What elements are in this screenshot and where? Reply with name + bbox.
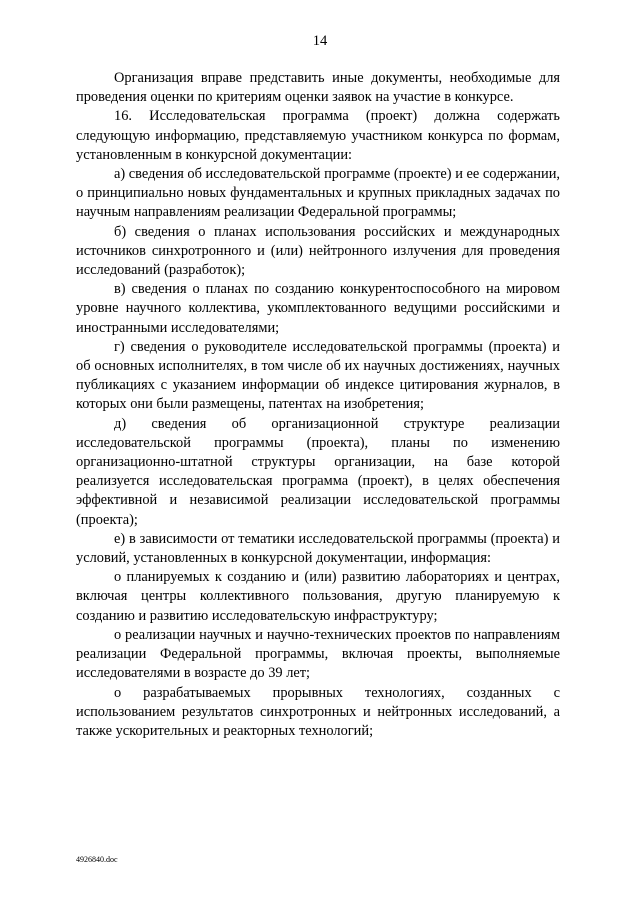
paragraph-item-b: б) сведения о планах использования российских и международных источников синхротронного и (или) нейтронного излучения для проведения исследований (разработок);: [76, 223, 560, 279]
document-body: [76, 69, 560, 741]
paragraph-sub-labs: о планируемых к созданию и (или) развитию лабораториях и центрах, включая центры коллективного пользования, другую планируемую к созданию и развитию исследовательскую инфраструктуру;: [76, 569, 560, 624]
paragraph-item-d: д) сведения об организационной структуре реализации исследовательской программы (проекта), планы по изменению организационно-штатной структуры организации, на базе которой реализуется исследовательская программа (проект), в целях обеспечения эффективной и независимой реализации исследовательской программы (проекта);: [76, 415, 560, 528]
paragraph-item-e: е) в зависимости от тематики исследовательской программы (проекта) и условий, установленных в конкурсной документации, информация:: [76, 530, 560, 567]
paragraph-sub-technologies: о разрабатываемых прорывных технологиях, созданных с использованием результатов синхротронных и нейтронных исследований, а также ускорительных и реакторных технологий;: [76, 684, 560, 739]
paragraph-intro: Организация вправе представить иные документы, необходимые для проведения оценки по критериям оценки заявок на участие в конкурсе.: [76, 70, 560, 106]
paragraph-item-16: 16. Исследовательская программа (проект) должна содержать следующую информацию, представляемую участником конкурса по формам, установленным в конкурсной документации:: [76, 108, 560, 163]
page-number: 14: [312, 33, 328, 49]
paragraph-sub-projects: о реализации научных и научно-технических проектов по направлениям реализации Федеральной программы, включая проекты, выполняемые исследователями в возрасте до 39 лет;: [76, 626, 560, 682]
footer-filename: 4926840.doc: [76, 855, 118, 864]
paragraph-item-v: в) сведения о планах по созданию конкурентоспособного на мировом уровне научного коллектива, укомплектованного ведущими российскими и иностранными исследователями;: [76, 281, 560, 336]
paragraph-item-g: г) сведения о руководителе исследовательской программы (проекта) и об основных исполнителях, в том числе об их научных достижениях, научных публикациях с указанием информации об индексе цитирования журналов, в которых они были размещены, патентах на изобретения;: [76, 338, 560, 413]
paragraph-item-a: а) сведения об исследовательской программе (проекте) и ее содержании, о принципиально новых фундаментальных и крупных прикладных задачах по научным направлениям реализации Федеральной программы;: [76, 166, 560, 221]
